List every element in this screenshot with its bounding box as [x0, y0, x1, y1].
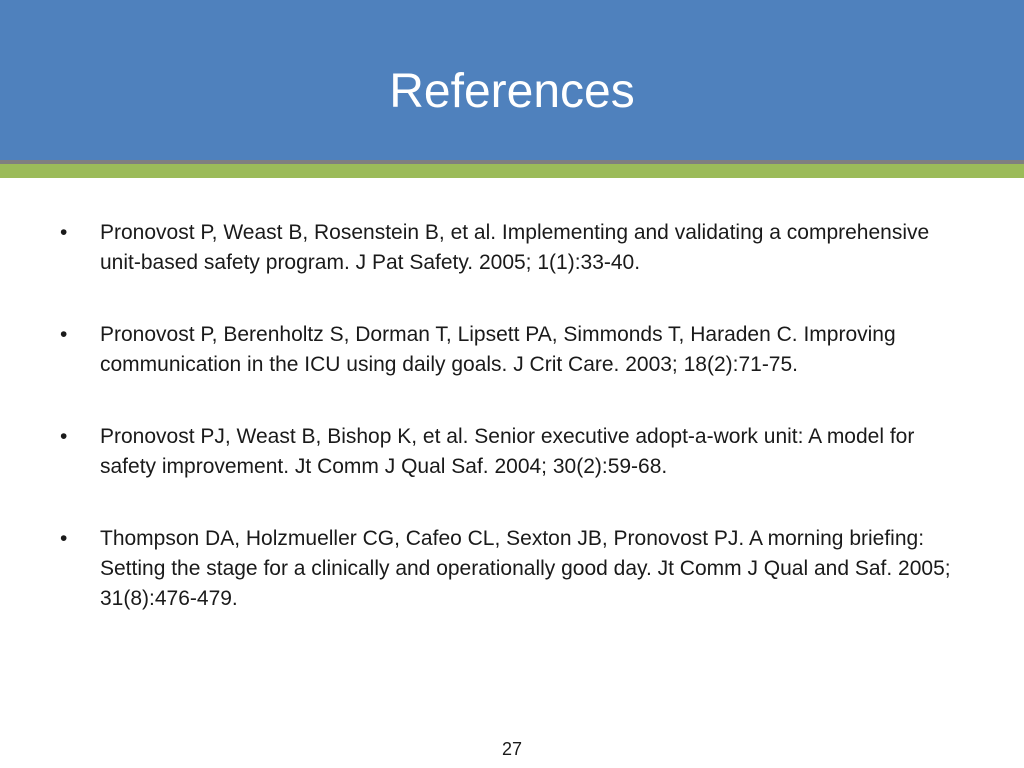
reference-text: Pronovost P, Weast B, Rosenstein B, et al. Implementing and validating a comprehensive unit-based safety program. J Pat Safety. 2005; 1(1):33-40.: [100, 221, 930, 274]
accent-band: [0, 164, 1024, 178]
title-bar: [0, 0, 1024, 160]
reference-text: Thompson DA, Holzmueller CG, Cafeo CL, Sexton JB, Pronovost PJ. A morning briefing: Setting the stage for a clinically and operationally good day. Jt Comm J Qual and Saf. 2005; 31(8):476-479.: [100, 527, 951, 610]
bullet-icon: •: [60, 527, 68, 550]
reference-text: Pronovost P, Berenholtz S, Dorman T, Lipsett PA, Simmonds T, Haraden C. Improving communication in the ICU using daily goals. J Crit Care. 2003; 18(2):71-75.: [100, 323, 896, 376]
reference-item: [60, 422, 960, 482]
reference-item: [60, 320, 960, 380]
reference-item: [60, 524, 960, 614]
bullet-icon: •: [60, 425, 68, 448]
bullet-icon: •: [60, 221, 68, 244]
reference-text: Pronovost PJ, Weast B, Bishop K, et al. Senior executive adopt-a-work unit: A model for safety improvement. Jt Comm J Qual Saf. 2004; 30(2):59-68.: [100, 425, 915, 478]
page-number: 27: [501, 739, 523, 759]
reference-item: [60, 218, 960, 278]
reference-list: [60, 218, 960, 656]
slide-title: References: [389, 65, 635, 118]
bullet-icon: •: [60, 323, 68, 346]
